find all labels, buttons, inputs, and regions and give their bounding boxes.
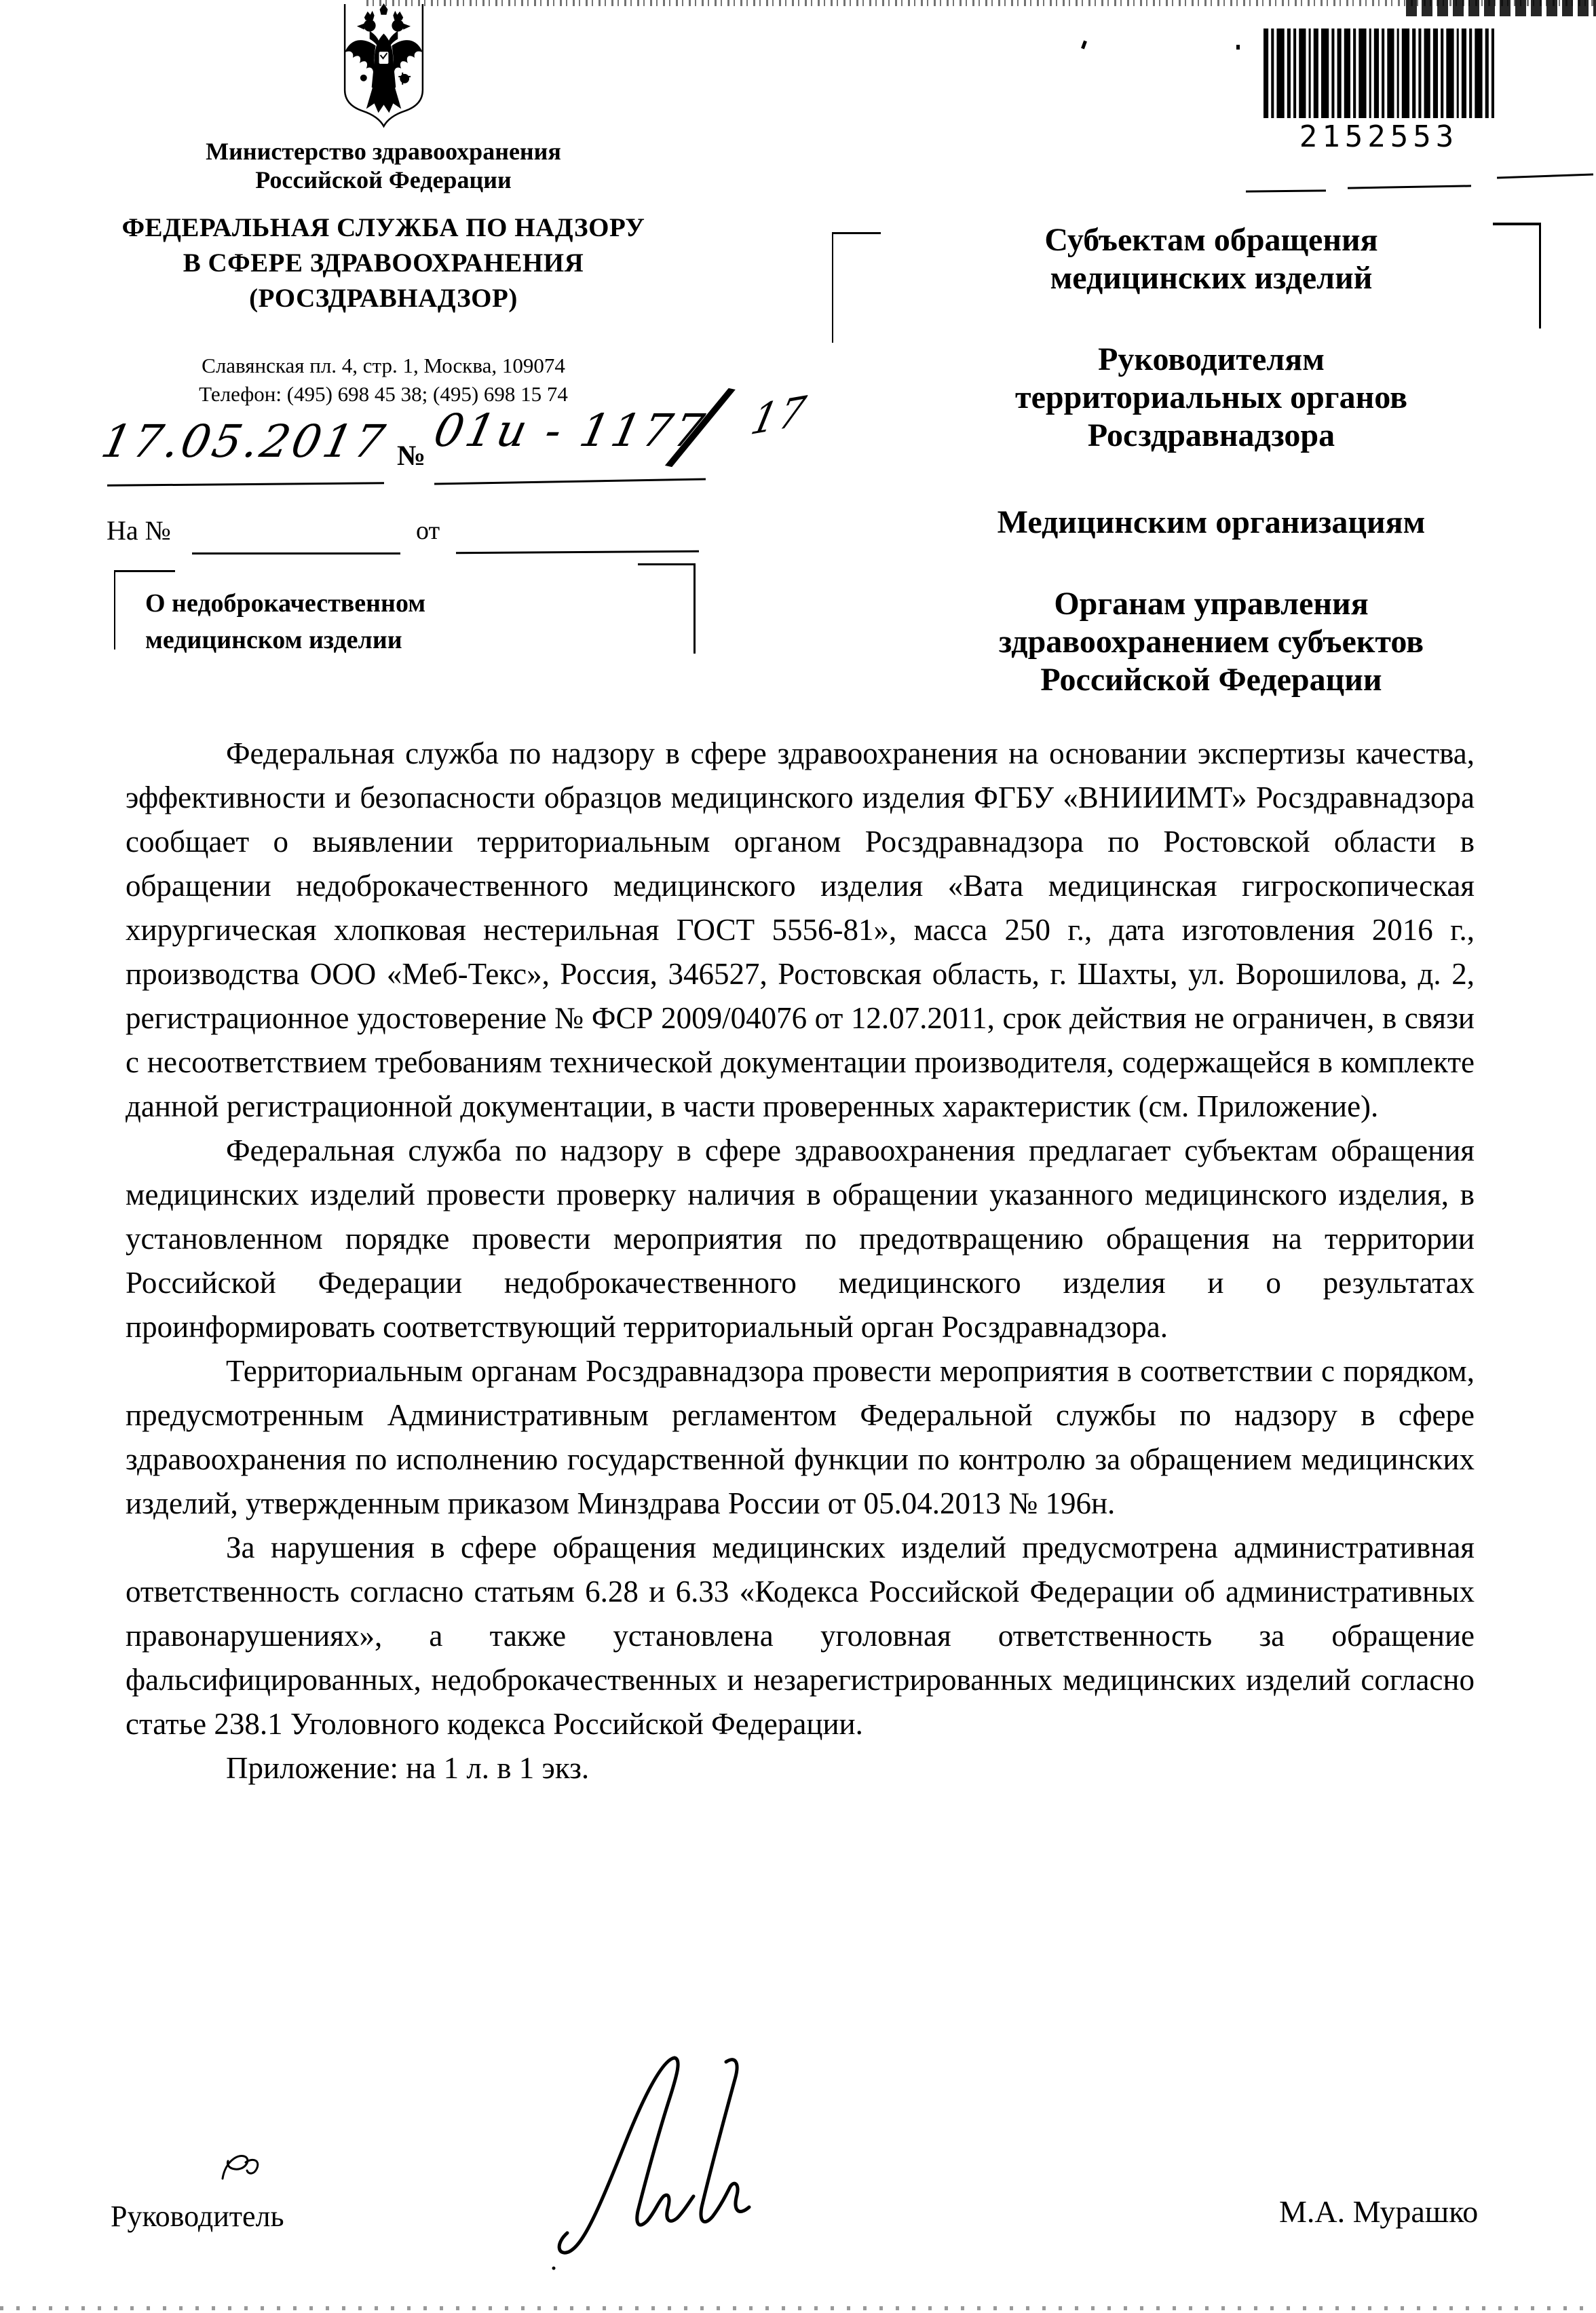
scan-noise-top-right <box>1406 0 1596 16</box>
recipient-line: медицинских изделий <box>1050 260 1373 296</box>
handwritten-number-text: 01и - 1177 <box>429 405 711 457</box>
signer-name: М.А. Мурашко <box>1279 2194 1479 2229</box>
recipient-line: Медицинским организациям <box>997 504 1426 540</box>
dashed-line-segment <box>1497 174 1593 179</box>
dashed-line-segment <box>1348 185 1471 189</box>
service-name-line1: ФЕДЕРАЛЬНАЯ СЛУЖБА ПО НАДЗОРУ <box>121 213 645 242</box>
scan-speck <box>1236 45 1240 50</box>
barcode-number: 2152553 <box>1299 119 1459 154</box>
barcode-block <box>1264 29 1494 154</box>
reply-number-blank-line <box>192 552 400 554</box>
ministry-name-line1: Министерство здравоохранения <box>206 138 561 165</box>
service-name-line3: (РОСЗДРАВНАДЗОР) <box>249 284 518 313</box>
date-underline <box>107 482 384 487</box>
handwritten-signature <box>548 2055 841 2274</box>
body-paragraph-3: Территориальным органам Росздравнадзора провести мероприятия в соответствии с порядком, предусмотренным Административным регламентом Федеральной службы по надзору в сфере здравоохранения по исполнению государственной функции по контролю за обращением медицинских изделий, утвержденным приказом Минздрава России от 05.04.2013 № 196н. <box>126 1354 1475 1520</box>
recipient-line: Росздравнадзора <box>1087 417 1335 453</box>
barcode <box>1264 29 1494 118</box>
scan-speck <box>1081 41 1087 50</box>
russia-coat-of-arms-emblem <box>328 3 440 129</box>
reply-date-blank-line <box>456 550 699 554</box>
number-underline <box>434 478 706 485</box>
recipient-line: Российской Федерации <box>1040 662 1382 698</box>
body-paragraph-1: Федеральная служба по надзору в сфере здравоохранения на основании экспертизы качества, эффективности и безопасности образцов медицинского изделия ФГБУ «ВНИИИМТ» Росздравнадзора сообщает о выявлении территориальным органом Росздравнадзора по Ростовской области в обращении недоброкачественного медицинского изделия «Вата медицинская гигроскопическая хирургическая хлопковая нестерильная ГОСТ 5556-81», масса 250 г., дата изготовления 2016 г., производства ООО «Меб-Текс», Россия, 346527, Ростовская область, г. Шахты, ул. Ворошилова, д. 2, регистрационное удостоверение № ФСР 2009/04076 от 12.07.2011, срок действия не ограничен, в связи с несоответствием требованиям технической документации производителя, содержащейся в комплекте данной регистрационной документации, в части проверенных характеристик (см. Приложение). <box>126 736 1475 1123</box>
body-paragraph-4: За нарушения в сфере обращения медицинских изделий предусмотрена административная ответственность согласно статьям 6.28 и 6.33 «Кодекса Российской Федерации об административных правонарушениях», а также установлена уголовная ответственность за обращение фальсифицированных, недоброкачественных и незарегистрированных медицинских изделий согласно статье 238.1 Уголовного кодекса Российской Федерации. <box>126 1530 1475 1741</box>
recipients-block <box>875 221 1547 699</box>
recipient-line: территориальных органов <box>1015 379 1407 415</box>
subject-line2: медицинском изделии <box>145 626 402 654</box>
subject-line1: О недоброкачественном <box>145 589 426 618</box>
letterhead <box>58 3 709 409</box>
recipient-line: Органам управления <box>1054 586 1369 622</box>
recipient-group-medical-orgs <box>875 504 1547 542</box>
clerk-initials-mark <box>216 2147 273 2191</box>
handwritten-date <box>96 415 392 468</box>
letterhead-address: Славянская пл. 4, стр. 1, Москва, 109074 <box>202 354 565 377</box>
recipient-line: Руководителям <box>1098 341 1325 377</box>
signer-position: Руководитель <box>111 2200 284 2233</box>
subject-block <box>145 585 425 658</box>
reply-to-number-label: На № <box>107 515 171 546</box>
ministry-name-line2: Российской Федерации <box>255 166 512 193</box>
handwritten-suffix-text: 17 <box>746 386 813 445</box>
handwritten-outgoing-number <box>429 405 711 457</box>
recipient-line: Субъектам обращения <box>1044 222 1378 258</box>
attachment-note: Приложение: на 1 л. в 1 экз. <box>226 1751 590 1785</box>
recipient-group-subjects <box>875 221 1547 297</box>
service-name-line2: В СФЕРЕ ЗДРАВООХРАНЕНИЯ <box>183 248 584 278</box>
number-sign: № <box>397 440 426 472</box>
letter-body <box>126 732 1475 1790</box>
scan-noise-bottom-edge <box>0 2306 1596 2310</box>
body-paragraph-2: Федеральная служба по надзору в сфере здравоохранения предлагает субъектам обращения медицинских изделий провести проверку наличия в обращении указанного медицинского изделия, в установленном порядке провести мероприятия по предотвращению обращения на территории Российской Федерации недоброкачественного медицинского изделия и о результатах проинформировать соответствующий территориальный орган Росздравнадзора. <box>126 1133 1475 1344</box>
recipient-group-heads <box>875 341 1547 455</box>
letterhead-phone: Телефон: (495) 698 45 38; (495) 698 15 74 <box>199 382 568 406</box>
dashed-line-segment <box>1246 189 1326 192</box>
address-corner-bracket-left <box>832 232 881 343</box>
handwritten-number-suffix <box>746 386 813 445</box>
reply-from-label: от <box>416 516 440 545</box>
handwritten-slash: / <box>665 350 732 502</box>
subject-corner-bracket-right <box>638 563 696 654</box>
recipient-line: здравоохранением субъектов <box>998 624 1424 660</box>
handwritten-date-text: 17.05.2017 <box>96 415 392 468</box>
recipient-group-health-authorities <box>875 585 1547 699</box>
